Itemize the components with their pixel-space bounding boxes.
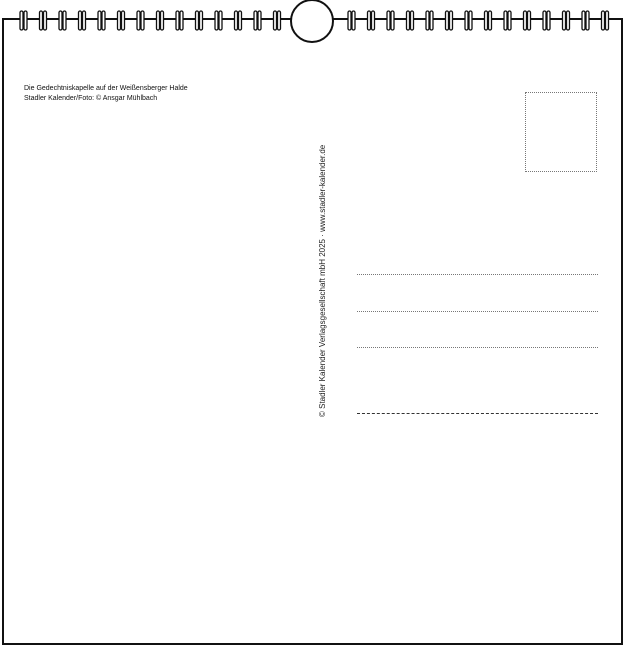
stamp-box	[525, 92, 597, 172]
binding-ring	[368, 11, 375, 30]
binding-ring	[582, 11, 589, 30]
address-line	[357, 347, 598, 348]
binding-ring	[524, 11, 531, 30]
binding-ring	[465, 11, 472, 30]
caption-credit: Stadler Kalender/Foto: © Ansgar Mühlbach	[24, 95, 158, 102]
binding-ring	[137, 11, 144, 30]
binding-ring	[79, 11, 86, 30]
binding-ring	[176, 11, 183, 30]
binding-ring	[543, 11, 550, 30]
spiral-binding	[0, 0, 627, 48]
binding-ring	[348, 11, 355, 30]
binding-ring	[235, 11, 242, 30]
binding-ring	[196, 11, 203, 30]
photo-caption	[24, 84, 188, 104]
binding-ring	[387, 11, 394, 30]
binding-ring	[407, 11, 414, 30]
binding-ring	[602, 11, 609, 30]
caption-title: Die Gedechtniskapelle auf der Weißensberger Halde	[24, 85, 188, 92]
binding-ring	[504, 11, 511, 30]
binding-ring	[98, 11, 105, 30]
address-line	[357, 274, 598, 275]
hanger-hole	[291, 0, 333, 42]
binding-ring	[254, 11, 261, 30]
binding-ring	[563, 11, 570, 30]
binding-ring	[118, 11, 125, 30]
binding-ring	[446, 11, 453, 30]
copyright-text: © Stadler Kalender Verlagsgesellschaft mbH 2025 · www.stadler-kalender.de	[318, 144, 327, 417]
binding-ring	[426, 11, 433, 30]
binding-ring	[485, 11, 492, 30]
copyright-container	[316, 112, 330, 417]
binding-ring	[20, 11, 27, 30]
binding-ring	[274, 11, 281, 30]
address-line	[357, 413, 598, 414]
address-line	[357, 311, 598, 312]
binding-ring	[40, 11, 47, 30]
binding-ring	[59, 11, 66, 30]
binding-ring	[215, 11, 222, 30]
binding-ring	[157, 11, 164, 30]
